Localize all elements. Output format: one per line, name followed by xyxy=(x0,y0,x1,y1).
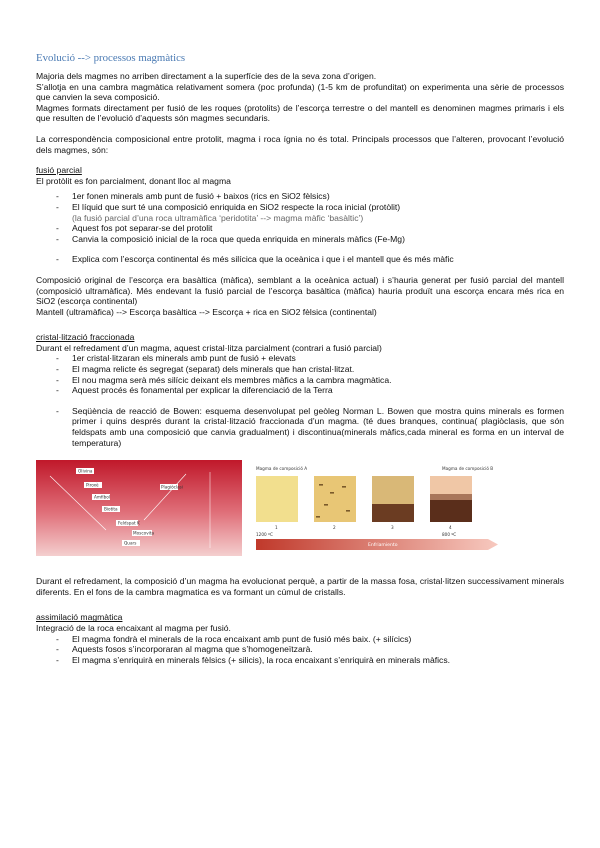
cooling-stage-panels xyxy=(256,476,472,522)
mineral-label: Quars xyxy=(124,540,137,546)
page-title: Evolució --> processos magmàtics xyxy=(36,52,186,64)
list-item: - 1er fonen minerals amb punt de fusió + baixos (rics en SiO2 fèlsics) xyxy=(36,191,564,202)
list-item: - 1er cristal·litzaran els minerals amb punt de fusió + elevats xyxy=(36,353,564,364)
figure-row xyxy=(36,460,564,560)
fusio-chain: Mantell (ultramàfica) --> Escorça basàltica --> Escorça + rica en SiO2 fèlsica (continental) xyxy=(36,306,377,317)
mineral-label: Olivina xyxy=(78,468,93,474)
list-item: - Explica com l’escorça continental és més silícica que la oceànica i que i el mantell que és més màfic xyxy=(36,254,564,265)
crystal-layer-4 xyxy=(430,494,472,500)
mineral-label: Plagiòclasi xyxy=(161,484,184,490)
mineral-label: Feldspat K xyxy=(118,520,140,526)
document-page xyxy=(36,52,564,665)
assim-list xyxy=(36,634,564,666)
stage-number: 3 xyxy=(391,525,394,531)
bowen-list xyxy=(36,406,564,448)
list-item: - Aquests fosos s’incorporaran al magma que s’homogeneïtzarà. xyxy=(36,644,564,655)
list-item: - El magma s’enriquirà en minerals fèlsics (+ silicis), la roca encaixant s’enriquirà en minerals màfics. xyxy=(36,655,564,666)
fusio-lead: El protòlit es fon parcialment, donant lloc al magma xyxy=(36,175,231,186)
fusio-list-3 xyxy=(36,254,564,265)
mineral-label: Amfíbol xyxy=(94,494,110,500)
section-heading-cristal: cristal·lització fraccionada xyxy=(36,332,135,343)
list-item: - El magma fondrà el minerals de la roca encaixant amb punt de fusió més baix. (+ silícics) xyxy=(36,634,564,645)
mineral-label: Piroxè xyxy=(86,482,99,488)
list-item: - Canvia la composició inicial de la roca que queda enriquida en minerals màfics (Fe-Mg) xyxy=(36,234,564,245)
assim-lead: Integració de la roca encaixant al magma per fusió. xyxy=(36,623,231,633)
fusio-list xyxy=(36,191,564,212)
stage-number: 2 xyxy=(333,525,336,531)
intro-line-1: Majoria dels magmes no arriben directament a la superfície des de la seva zona d’origen. xyxy=(36,71,377,81)
cooling-arrow-label: Enfriamiento xyxy=(368,543,398,549)
stage-number: 1 xyxy=(275,525,278,531)
cristal-after-paragraph: Durant el refredament, la composició d’un magma ha evolucionat perquè, a partir de la massa fosa, cristal·litzen successivament minerals diferents. En el fons de la cambra magmatica es va formant un cúmul de cristalls. xyxy=(36,576,564,597)
stage-panel-1 xyxy=(256,476,298,522)
list-item: - El magma relicte és segregat (separat) dels minerals que han cristal·litzat. xyxy=(36,364,564,375)
cristal-lead: Durant el refredament d’un magma, aquest cristal·litza parcialment (contrari a fusió parcial) xyxy=(36,342,382,353)
list-item: - Aquest procés és fonamental per explicar la diferenciació de la Terra xyxy=(36,385,564,396)
list-item: - El líquid que surt té una composició enriquida en SiO2 respecte la roca inicial (protòlit) xyxy=(36,202,564,213)
mineral-label: Moscovita xyxy=(133,530,155,536)
stage-panel-2 xyxy=(314,476,356,522)
section-heading-fusio: fusió parcial xyxy=(36,165,82,176)
temp-cold-label: 800 ºC xyxy=(442,532,457,538)
crystal-pile-3 xyxy=(372,504,414,522)
magma-b-label: Magma de composició B xyxy=(442,466,494,472)
crystal-pile-4 xyxy=(430,500,472,522)
temp-hot-label: 1200 ºC xyxy=(256,532,273,538)
fusio-note: (la fusió parcial d’una roca ultramàfica ‘peridotita’ --> magma màfic ‘basàltic’) xyxy=(72,212,364,223)
correspondence-paragraph: La correspondència composicional entre protolit, magma i roca ígnia no és total. Principals processos que l’alteren, provocant l’evolució dels magmes, són: xyxy=(36,133,564,155)
mineral-label: Biotita xyxy=(104,506,118,512)
fusio-list-2 xyxy=(36,223,564,244)
intro-line-3: Magmes formats directament per fusió de les roques (protolits) de l’escorça terrestre o del mantell es denominen magmes primaris i els que resulten de l’evolució d’aquests són magmes secundaris. xyxy=(36,102,564,124)
magma-a-label: Magma de composició A xyxy=(256,466,308,472)
magma-cooling-diagram xyxy=(256,464,500,554)
bowen-series-diagram xyxy=(36,460,242,556)
list-item: - El nou magma serà més silícic deixant els membres màfics a la cambra magmàtica. xyxy=(36,375,564,386)
list-item: - Aquest fos pot separar-se del protolit xyxy=(36,223,564,234)
fusio-paragraph: Composició original de l’escorça era basàltica (màfica), semblant a la oceànica actual) i s’hauria generat per fusió parcial del mantell (composició ultramàfica). Més endevant la fusió parcial de l’escorça basàltica (màfica) hauria produït una escorça encara més rica en SiO2 (escorça continental) xyxy=(36,274,564,307)
intro-line-2: S’allotja en una cambra magmàtica relativament somera (poc profunda) (1-5 km de profunditat) on experimenta una sèrie de processos que canvien la seva composició. xyxy=(36,81,564,103)
cristal-list xyxy=(36,353,564,395)
stage-number: 4 xyxy=(449,525,452,531)
section-heading-assim: assimilació magmàtica xyxy=(36,612,123,623)
bowen-item: - Seqüència de reacció de Bowen: esquema desenvolupat pel geòleg Norman L. Bowen que mostra quins minerals es formen primer i quins després durant la cristal·lització fraccionada d’un magma. (té dues branques, continua( plagiòclasis, que són feldspats amb una composició que canvia gradualment) i discontinua(minerals màfics,cada mineral es forma en un interval de temperatura) xyxy=(36,406,564,448)
